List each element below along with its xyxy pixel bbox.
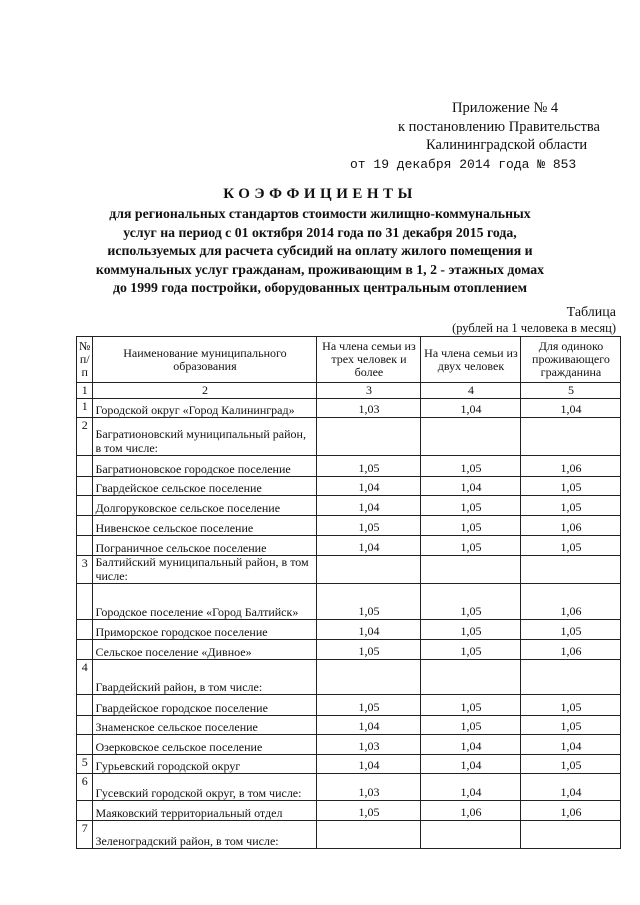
value-two: 1,05 <box>421 695 521 716</box>
row-name: Гвардейское сельское поселение <box>93 477 317 496</box>
table-row <box>77 556 621 584</box>
value-two: 1,04 <box>421 477 521 496</box>
value-single: 1,06 <box>521 456 621 477</box>
value-three-plus: 1,04 <box>317 755 421 774</box>
row-name: Гвардейский район, в том числе: <box>93 660 317 695</box>
document-title: КОЭФФИЦИЕНТЫ <box>223 186 417 202</box>
value-single: 1,04 <box>521 399 621 418</box>
row-number: 1 <box>77 399 93 418</box>
value-single: 1,06 <box>521 584 621 620</box>
row-number: 6 <box>77 774 93 801</box>
value-three-plus: 1,04 <box>317 536 421 556</box>
row-name: Долгоруковское сельское поселение <box>93 496 317 516</box>
row-number: 3 <box>77 556 93 584</box>
value-two: 1,04 <box>421 399 521 418</box>
value-three-plus: 1,03 <box>317 774 421 801</box>
row-number <box>77 477 93 496</box>
value-three-plus: 1,05 <box>317 640 421 660</box>
row-name: Зеленоградский район, в том числе: <box>93 821 317 849</box>
value-single: 1,05 <box>521 477 621 496</box>
subtitle-line: используемых для расчета субсидий на оплату жилого помещения и <box>107 243 533 258</box>
table-row <box>77 584 621 620</box>
value-single: 1,06 <box>521 516 621 536</box>
table-row <box>77 660 621 695</box>
column-index: 5 <box>521 383 621 399</box>
value-single: 1,05 <box>521 755 621 774</box>
value-two <box>421 556 521 584</box>
appendix-line-2: к постановлению Правительства <box>398 119 600 135</box>
row-name: Приморское городское поселение <box>93 620 317 640</box>
row-name: Багратионовское городское поселение <box>93 456 317 477</box>
value-two: 1,05 <box>421 584 521 620</box>
row-number <box>77 620 93 640</box>
value-single: 1,04 <box>521 774 621 801</box>
value-two: 1,05 <box>421 620 521 640</box>
value-three-plus: 1,05 <box>317 801 421 821</box>
value-two: 1,05 <box>421 640 521 660</box>
value-single <box>521 821 621 849</box>
value-two: 1,04 <box>421 735 521 755</box>
row-number <box>77 735 93 755</box>
value-two: 1,05 <box>421 516 521 536</box>
subtitle-line: услуг на период с 01 октября 2014 года по 31 декабря 2015 года, <box>123 224 517 240</box>
value-two: 1,05 <box>421 496 521 516</box>
value-two: 1,04 <box>421 755 521 774</box>
subtitle-line: до 1999 года постройки, оборудованных центральным отоплением <box>112 280 527 295</box>
appendix-line-1: Приложение № 4 <box>452 100 559 116</box>
row-name: Городское поселение «Город Балтийск» <box>93 584 317 620</box>
value-single: 1,06 <box>521 640 621 660</box>
header-name: Наименование муниципального образования <box>93 337 317 383</box>
value-single <box>521 556 621 584</box>
value-three-plus: 1,03 <box>317 735 421 755</box>
table-row <box>77 821 621 849</box>
document-subtitle <box>0 205 640 298</box>
table-row <box>77 640 621 660</box>
row-name: Маяковский территориальный отдел <box>93 801 317 821</box>
table-row <box>77 755 621 774</box>
column-index: 1 <box>77 383 93 399</box>
row-name: Сельское поселение «Дивное» <box>93 640 317 660</box>
value-single: 1,04 <box>521 735 621 755</box>
table-row <box>77 516 621 536</box>
row-name: Городской округ «Город Калининград» <box>93 399 317 418</box>
row-number: 7 <box>77 821 93 849</box>
row-number: 4 <box>77 660 93 695</box>
table-row <box>77 801 621 821</box>
row-name: Озерковское сельское поселение <box>93 735 317 755</box>
table-row <box>77 735 621 755</box>
value-three-plus: 1,05 <box>317 456 421 477</box>
row-number <box>77 801 93 821</box>
table-row <box>77 536 621 556</box>
value-single: 1,05 <box>521 496 621 516</box>
value-three-plus <box>317 418 421 456</box>
value-two <box>421 418 521 456</box>
row-number <box>77 716 93 735</box>
row-name: Багратионовский муниципальный район, в том числе: <box>93 418 317 456</box>
value-three-plus: 1,04 <box>317 496 421 516</box>
table-row <box>77 695 621 716</box>
value-three-plus <box>317 660 421 695</box>
value-three-plus <box>317 556 421 584</box>
row-number: 5 <box>77 755 93 774</box>
value-single <box>521 418 621 456</box>
row-number <box>77 640 93 660</box>
row-name: Гусевский городской округ, в том числе: <box>93 774 317 801</box>
row-name: Пограничное сельское поселение <box>93 536 317 556</box>
value-single: 1,05 <box>521 536 621 556</box>
value-single: 1,05 <box>521 695 621 716</box>
table-row <box>77 418 621 456</box>
appendix-line-3: Калининградской области <box>426 137 588 153</box>
table-row <box>77 716 621 735</box>
row-number <box>77 536 93 556</box>
value-three-plus: 1,03 <box>317 399 421 418</box>
appendix-date: от 19 декабря 2014 года № 853 <box>350 157 577 172</box>
column-index: 2 <box>93 383 317 399</box>
table-label: Таблица <box>566 305 616 320</box>
header-single: Для одиноко проживающего гражданина <box>521 337 621 383</box>
table-row <box>77 456 621 477</box>
row-name: Гурьевский городской округ <box>93 755 317 774</box>
value-three-plus: 1,04 <box>317 716 421 735</box>
value-two <box>421 821 521 849</box>
row-name: Нивенское сельское поселение <box>93 516 317 536</box>
value-two: 1,05 <box>421 716 521 735</box>
value-single: 1,06 <box>521 801 621 821</box>
row-number <box>77 584 93 620</box>
row-number <box>77 456 93 477</box>
value-single <box>521 660 621 695</box>
row-number <box>77 496 93 516</box>
column-index: 3 <box>317 383 421 399</box>
header-two: На члена семьи из двух человек <box>421 337 521 383</box>
value-three-plus: 1,05 <box>317 584 421 620</box>
column-index: 4 <box>421 383 521 399</box>
value-two: 1,04 <box>421 774 521 801</box>
row-name: Гвардейское городское поселение <box>93 695 317 716</box>
subtitle-line: коммунальных услуг гражданам, проживающим в 1, 2 - этажных домах <box>95 261 545 277</box>
header-three-plus: На члена семьи из трех человек и более <box>317 337 421 383</box>
table-row <box>77 620 621 640</box>
table-row <box>77 496 621 516</box>
row-name: Балтийский муниципальный район, в том числе: <box>93 556 317 584</box>
table-row <box>77 477 621 496</box>
value-two <box>421 660 521 695</box>
value-single: 1,05 <box>521 716 621 735</box>
value-three-plus: 1,04 <box>317 477 421 496</box>
row-number: 2 <box>77 418 93 456</box>
subtitle-line: для региональных стандартов стоимости жилищно-коммунальных <box>109 206 531 221</box>
header-no: № п/п <box>77 337 93 383</box>
value-two: 1,06 <box>421 801 521 821</box>
coefficients-table <box>76 336 621 849</box>
row-name: Знаменское сельское поселение <box>93 716 317 735</box>
value-three-plus <box>317 821 421 849</box>
value-three-plus: 1,05 <box>317 695 421 716</box>
value-two: 1,05 <box>421 456 521 477</box>
value-three-plus: 1,04 <box>317 620 421 640</box>
unit-note: (рублей на 1 человека в месяц) <box>452 321 616 335</box>
value-three-plus: 1,05 <box>317 516 421 536</box>
value-two: 1,05 <box>421 536 521 556</box>
table-row <box>77 399 621 418</box>
row-number <box>77 695 93 716</box>
row-number <box>77 516 93 536</box>
value-single: 1,05 <box>521 620 621 640</box>
table-row <box>77 774 621 801</box>
